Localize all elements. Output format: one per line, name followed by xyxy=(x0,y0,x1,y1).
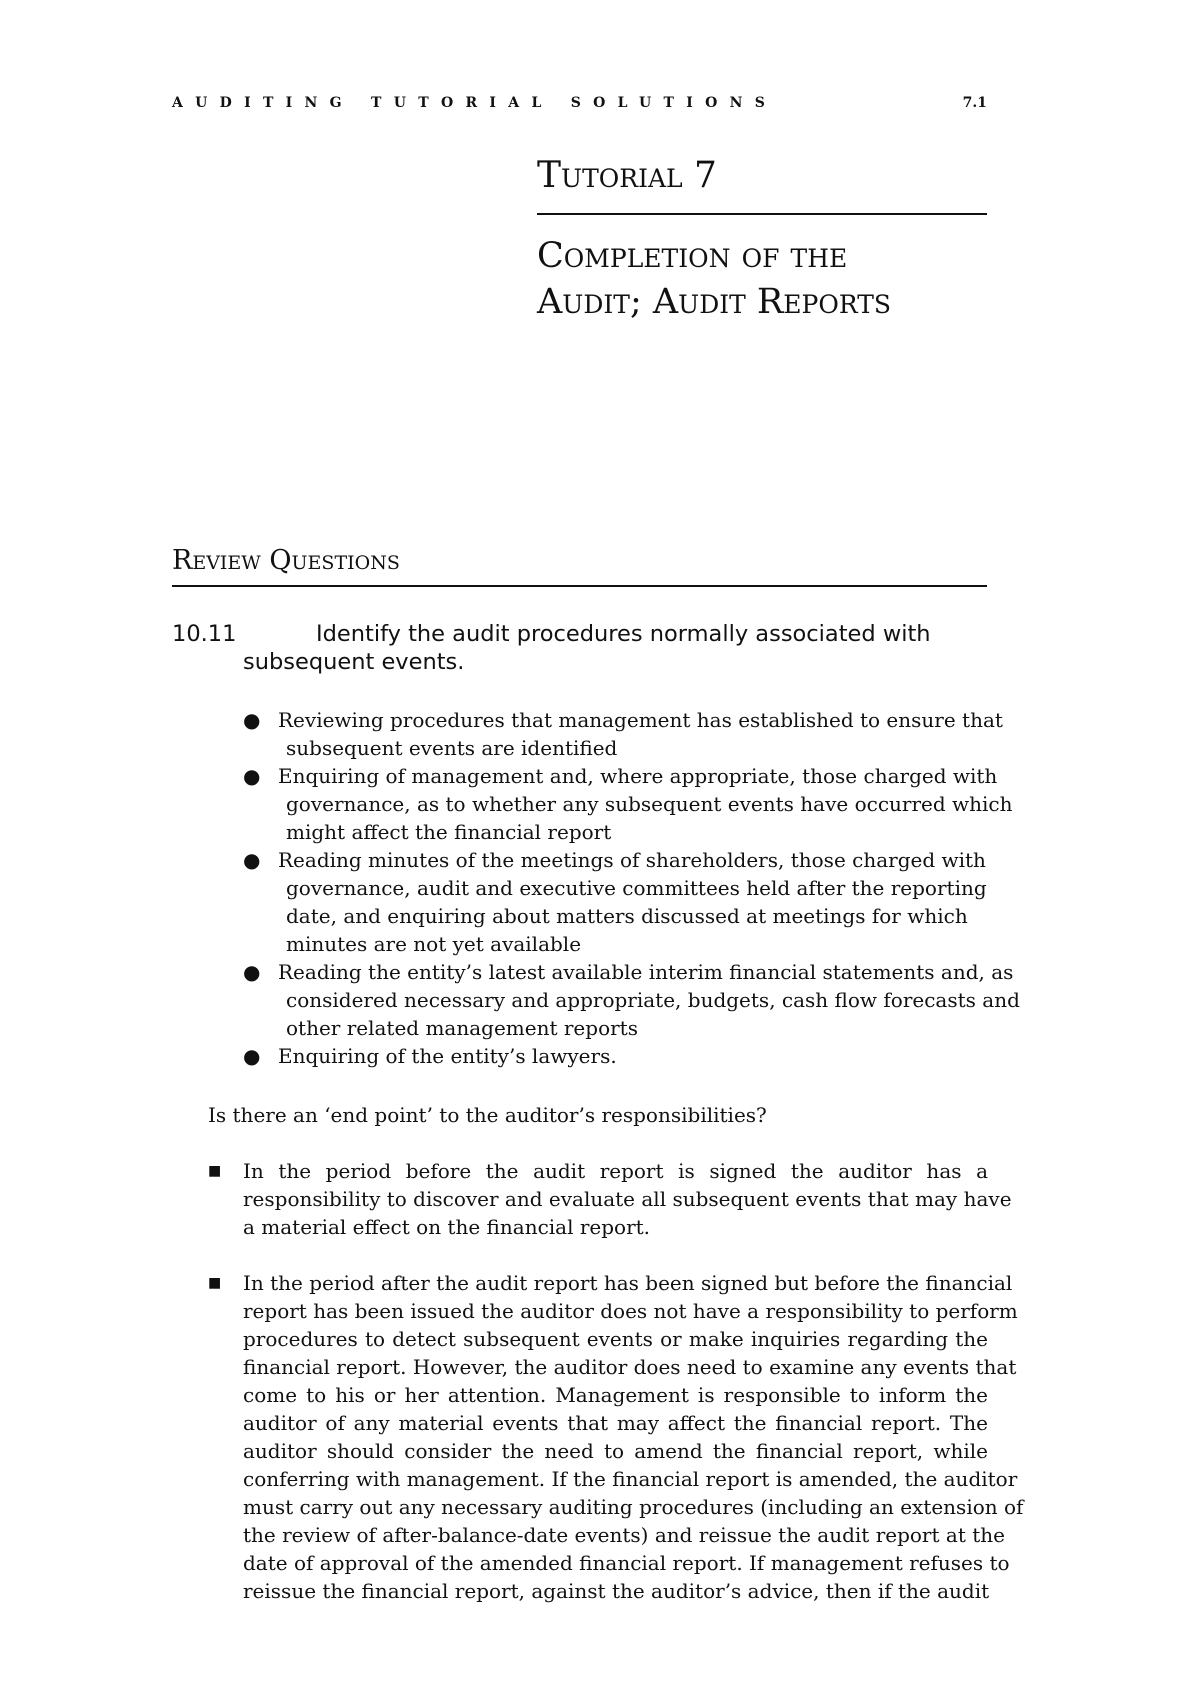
section-heading xyxy=(172,545,987,587)
question-text: subsequent events. xyxy=(243,649,465,675)
followup-question: Is there an ‘end point’ to the auditor’s responsibilities? xyxy=(208,1103,767,1127)
list-item xyxy=(240,1042,1000,1070)
list-item-text: considered necessary and appropriate, budgets, cash flow forecasts and xyxy=(286,988,1020,1012)
chapter-title xyxy=(537,233,987,325)
section-title: Review Questions xyxy=(172,545,400,576)
list-item xyxy=(208,1157,1012,1241)
list-item-text: responsibility to discover and evaluate all subsequent events that may have xyxy=(243,1187,1012,1211)
list-item-text: auditor of any material events that may affect the financial report. The xyxy=(243,1411,988,1435)
list-item-text: In the period after the audit report has been signed but before the financial xyxy=(243,1271,1013,1295)
list-item-text: governance, audit and executive committees held after the reporting xyxy=(286,876,987,900)
question-number: 10.11 xyxy=(172,621,237,647)
header-title: AUDITING TUTORIAL SOLUTIONS xyxy=(172,95,778,111)
list-item xyxy=(240,958,1020,1042)
bullet-icon: ● xyxy=(243,960,261,984)
running-header xyxy=(172,95,987,119)
procedures-list xyxy=(240,706,1020,1070)
list-item-text: reissue the financial report, against the auditor’s advice, then if the audit xyxy=(243,1579,990,1603)
chapter-title-line: Audit; Audit Reports xyxy=(537,282,892,322)
tutorial-title-block xyxy=(537,155,987,325)
list-item-text: a material effect on the financial report. xyxy=(243,1215,651,1239)
list-item xyxy=(240,762,1013,846)
tutorial-divider xyxy=(537,213,987,215)
list-item-text: financial report. However, the auditor does need to examine any events that xyxy=(243,1355,1017,1379)
tutorial-label: Tutorial 7 xyxy=(537,155,717,196)
section-divider xyxy=(172,585,987,587)
list-item-text: date of approval of the amended financial report. If management refuses to xyxy=(243,1551,1010,1575)
list-item-text: governance, as to whether any subsequent events have occurred which xyxy=(286,792,1013,816)
list-item-text: minutes are not yet available xyxy=(286,932,582,956)
square-bullet-icon: ■ xyxy=(208,1163,222,1179)
bullet-icon: ● xyxy=(243,708,261,732)
bullet-icon: ● xyxy=(243,1044,261,1068)
list-item-text: In the period before the audit report is signed the auditor has a xyxy=(243,1159,988,1183)
responsibilities-list xyxy=(208,1157,1024,1633)
list-item-text: come to his or her attention. Management is responsible to inform the xyxy=(243,1383,988,1407)
list-item-text: Enquiring of the entity’s lawyers. xyxy=(278,1044,617,1068)
chapter-title-line: Completion of the xyxy=(537,236,848,276)
bullet-icon: ● xyxy=(243,764,261,788)
list-item-text: subsequent events are identified xyxy=(286,736,618,760)
page-number: 7.1 xyxy=(962,95,987,111)
list-item-text: Enquiring of management and, where appropriate, those charged with xyxy=(278,764,998,788)
list-item-text: other related management reports xyxy=(286,1016,638,1040)
list-item-text: might affect the financial report xyxy=(286,820,612,844)
list-item-text: the review of after-balance-date events) and reissue the audit report at the xyxy=(243,1523,1005,1547)
list-item-text: auditor should consider the need to amend the financial report, while xyxy=(243,1439,988,1463)
question-text: Identify the audit procedures normally associated with xyxy=(316,621,931,647)
list-item-text: date, and enquiring about matters discussed at meetings for which xyxy=(286,904,968,928)
list-item-text: procedures to detect subsequent events or make inquiries regarding the xyxy=(243,1327,988,1351)
bullet-icon: ● xyxy=(243,848,261,872)
list-item xyxy=(208,1269,1024,1605)
list-item xyxy=(240,846,1000,958)
list-item-text: report has been issued the auditor does not have a responsibility to perform xyxy=(243,1299,1018,1323)
list-item xyxy=(240,706,1003,762)
list-item-text: Reading the entity’s latest available interim financial statements and, as xyxy=(278,960,1014,984)
list-item-text: conferring with management. If the financial report is amended, the auditor xyxy=(243,1467,1018,1491)
square-bullet-icon: ■ xyxy=(208,1275,222,1291)
list-item-text: Reviewing procedures that management has established to ensure that xyxy=(278,708,1003,732)
list-item-text: must carry out any necessary auditing procedures (including an extension of xyxy=(243,1495,1024,1519)
list-item-text: Reading minutes of the meetings of shareholders, those charged with xyxy=(278,848,986,872)
